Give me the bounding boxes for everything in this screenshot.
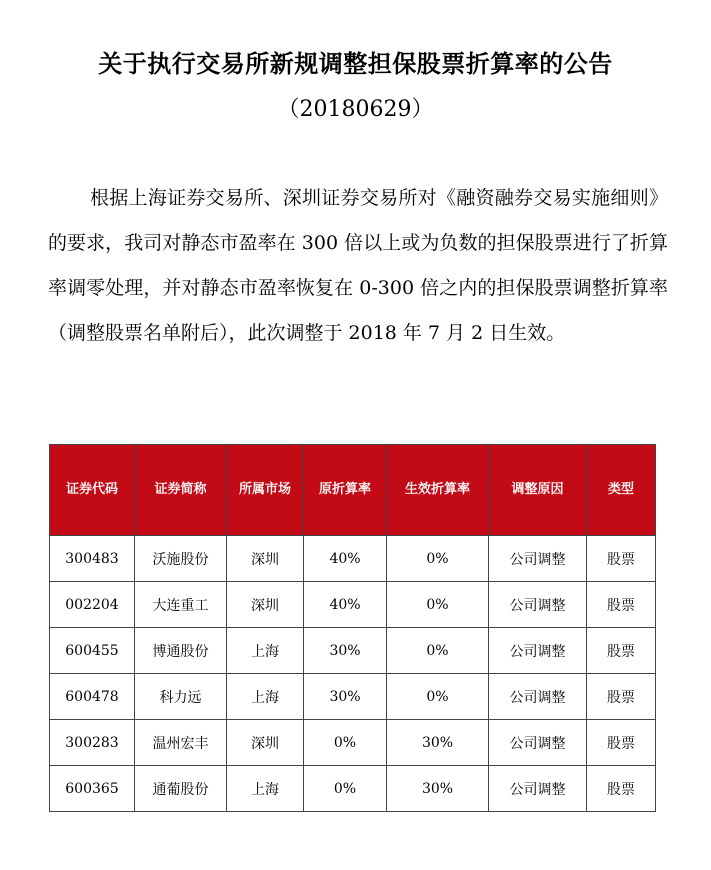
header-name: 证券简称	[135, 445, 227, 536]
cell-original-rate: 40%	[304, 582, 387, 628]
table-row	[50, 720, 656, 766]
cell-code: 300483	[50, 536, 135, 582]
table-row	[50, 766, 656, 812]
cell-market: 深圳	[227, 536, 304, 582]
cell-reason: 公司调整	[489, 628, 587, 674]
cell-name: 科力远	[135, 674, 227, 720]
cell-reason: 公司调整	[489, 582, 587, 628]
cell-name: 沃施股份	[135, 536, 227, 582]
cell-type: 股票	[587, 628, 656, 674]
cell-original-rate: 40%	[304, 536, 387, 582]
cell-effective-rate: 0%	[387, 536, 489, 582]
table-header-row	[50, 445, 656, 536]
cell-effective-rate: 0%	[387, 674, 489, 720]
header-market	[227, 445, 304, 536]
cell-original-rate: 30%	[304, 674, 387, 720]
header-effective-rate: 生效折算率	[387, 445, 489, 536]
cell-effective-rate: 0%	[387, 582, 489, 628]
cell-code: 600365	[50, 766, 135, 812]
table-row	[50, 628, 656, 674]
cell-name: 通葡股份	[135, 766, 227, 812]
cell-effective-rate: 0%	[387, 628, 489, 674]
cell-reason: 公司调整	[489, 536, 587, 582]
cell-market: 上海	[227, 674, 304, 720]
table-row	[50, 536, 656, 582]
table-row	[50, 674, 656, 720]
table-row	[50, 582, 656, 628]
cell-code: 300283	[50, 720, 135, 766]
cell-effective-rate: 30%	[387, 720, 489, 766]
cell-name: 大连重工	[135, 582, 227, 628]
cell-type: 股票	[587, 582, 656, 628]
header-market-label: 所属市场	[238, 482, 291, 497]
cell-name: 温州宏丰	[135, 720, 227, 766]
cell-type: 股票	[587, 766, 656, 812]
cell-reason: 公司调整	[489, 766, 587, 812]
header-type: 类型	[587, 445, 656, 536]
cell-type: 股票	[587, 536, 656, 582]
cell-effective-rate: 30%	[387, 766, 489, 812]
cell-original-rate: 30%	[304, 628, 387, 674]
cell-original-rate: 0%	[304, 720, 387, 766]
announcement-paragraph: 根据上海证券交易所、深圳证券交易所对《融资融券交易实施细则》的要求，我司对静态市盈率在 300 倍以上或为负数的担保股票进行了折算率调零处理，并对静态市盈率恢复在 0-300 倍之内的担保股票调整折算率（调整股票名单附后），此次调整于 2018 年 7 月 2 日生效。	[48, 187, 668, 344]
cell-type: 股票	[587, 674, 656, 720]
cell-original-rate: 0%	[304, 766, 387, 812]
page-title: 关于执行交易所新规调整担保股票折算率的公告	[98, 50, 613, 78]
cell-market: 深圳	[227, 720, 304, 766]
cell-market: 上海	[227, 628, 304, 674]
header-original-rate: 原折算率	[304, 445, 387, 536]
adjustment-table	[49, 444, 656, 812]
cell-type: 股票	[587, 720, 656, 766]
cell-code: 002204	[50, 582, 135, 628]
cell-name: 博通股份	[135, 628, 227, 674]
cell-reason: 公司调整	[489, 720, 587, 766]
page-subtitle-date: （20180629）	[277, 97, 434, 122]
cell-code: 600455	[50, 628, 135, 674]
cell-market: 上海	[227, 766, 304, 812]
header-code: 证券代码	[50, 445, 135, 536]
header-reason: 调整原因	[489, 445, 587, 536]
cell-code: 600478	[50, 674, 135, 720]
cell-reason: 公司调整	[489, 674, 587, 720]
cell-market: 深圳	[227, 582, 304, 628]
